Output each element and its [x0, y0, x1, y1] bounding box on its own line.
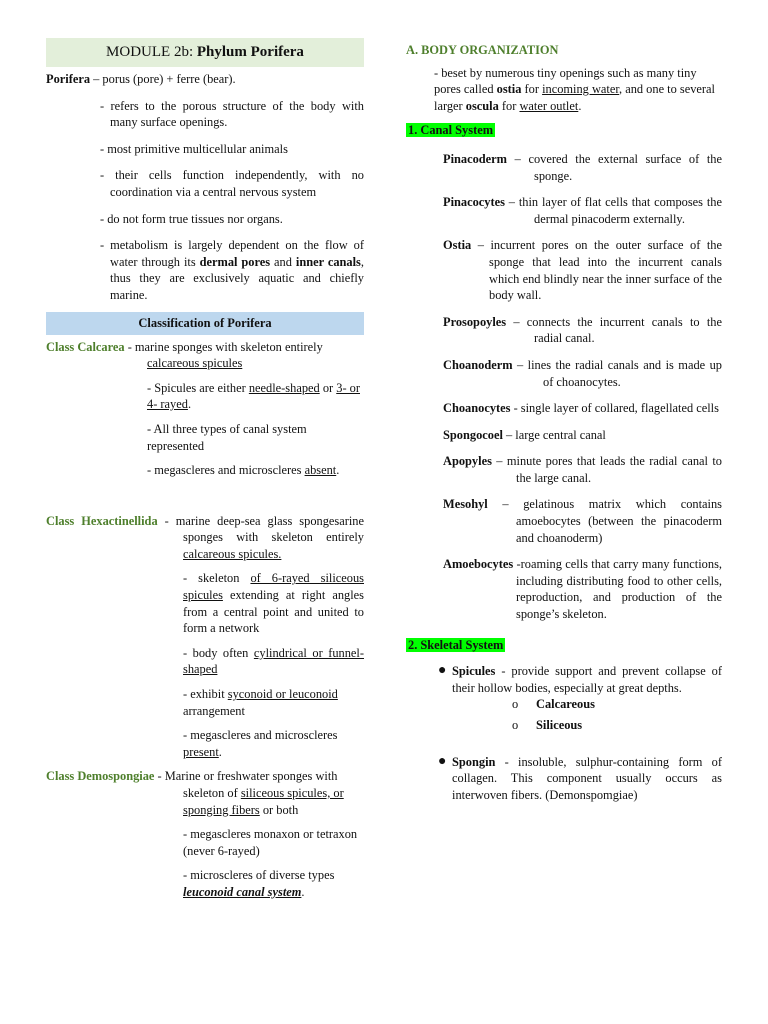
- calcarea-p3-pre: - megascleres and microscleres: [147, 463, 305, 478]
- canal-system-terms: [443, 151, 722, 623]
- demospongiae-desc-pre: - Marine or freshwater sponges with skeleton of: [154, 769, 338, 800]
- hexactinellida-point-2: [183, 645, 364, 678]
- hexactinellida-p2-underline: cylindrical or funnel-shaped: [183, 645, 364, 677]
- canal-term-spongocoel: [443, 427, 722, 444]
- class-calcarea: [46, 339, 364, 479]
- calcarea-p3-absent: absent: [304, 463, 337, 478]
- circle-bullet-icon: o: [512, 697, 519, 712]
- calcarea-p1-mid: or: [319, 380, 337, 395]
- right-column: [406, 42, 722, 803]
- calcarea-point-1: [147, 380, 364, 413]
- canal-term-definition: – large central canal: [502, 427, 606, 442]
- intro-point-3: - their cells function independently, with no coordination via a central nervous system: [100, 168, 364, 199]
- metabolism-mid: and: [270, 254, 296, 269]
- canal-term-name: Ostia: [443, 238, 472, 253]
- canal-term-name: Amoebocytes: [443, 557, 514, 572]
- hexactinellida-p3-post: arrangement: [183, 703, 245, 718]
- canal-term-definition: – covered the external surface of the sponge.: [507, 151, 722, 183]
- metabolism-dermal-pores: dermal pores: [199, 254, 271, 269]
- canal-term-name: Pinacocytes: [443, 195, 505, 210]
- intro-point-metabolism: [46, 237, 364, 303]
- sub-item-siliceous: [512, 717, 722, 734]
- canal-term-definition: – lines the radial canals and is made up of choanocytes.: [512, 357, 722, 389]
- hexactinellida-p3-underline: syconoid or leuconoid: [227, 687, 338, 702]
- canal-term-name: Mesohyl: [443, 497, 488, 512]
- canal-term-definition: – connects the incurrent canals to the radial canal.: [506, 314, 722, 346]
- hexactinellida-point-1: [183, 570, 364, 636]
- demospongiae-desc-post: or both: [259, 802, 299, 817]
- left-column: [46, 38, 364, 901]
- porifera-etymology: – porus (pore) + ferre (bear).: [90, 72, 236, 86]
- calcarea-p1-pre: - Spicules are either: [147, 380, 249, 395]
- spicules-item: [438, 663, 722, 696]
- demospongiae-point-3: [183, 884, 364, 901]
- canal-term-name: Pinacoderm: [443, 151, 508, 166]
- hexactinellida-p4-post: .: [218, 744, 222, 759]
- demospongiae-name: Class Demospongiae: [46, 769, 155, 784]
- canal-term-definition: – thin layer of flat cells that composes the dermal pinacoderm externally.: [504, 195, 722, 226]
- spicules-term: Spicules: [452, 664, 496, 679]
- demospongiae-leuconoid: leuconoid canal system: [183, 884, 302, 899]
- calcarea-desc: [46, 339, 364, 372]
- demospongiae-desc-underline: siliceous spicules, or sponging fibers: [183, 786, 344, 817]
- bullet-icon: ●: [438, 663, 447, 679]
- hexactinellida-desc-underline: calcareous spicules.: [183, 546, 282, 561]
- demospongiae-point-1: - megascleres monaxon or tetraxon (never 6-rayed): [183, 827, 358, 858]
- body-org-oscula: oscula: [465, 98, 499, 113]
- body-org-water-outlet: water outlet: [519, 98, 579, 113]
- hexactinellida-p1-post: extending at right angles from a central point and united to form a network: [183, 588, 364, 636]
- body-org-post: .: [578, 98, 582, 113]
- demospongiae-p3-post: .: [301, 884, 305, 899]
- spongin-term: Spongin: [452, 754, 496, 769]
- metabolism-pre: - metabolism is largely dependent on the flow of water through its: [100, 238, 364, 269]
- hexactinellida-p3-pre: - exhibit: [183, 687, 228, 702]
- canal-term-name: Spongocoel: [443, 427, 503, 442]
- canal-system-heading: 1. Canal System: [408, 123, 494, 138]
- body-org-mid3: for: [498, 98, 520, 113]
- calcarea-name: Class Calcarea: [46, 339, 125, 354]
- canal-term-name: Prosopoyles: [443, 314, 507, 329]
- canal-term-name: Choanocytes: [443, 401, 511, 416]
- canal-term-ostia: [443, 237, 722, 303]
- hexactinellida-point-4: [183, 727, 364, 760]
- title-prefix: MODULE 2b:: [106, 44, 197, 60]
- hexactinellida-name: Class Hexactinellida: [46, 513, 158, 528]
- sub-item-label: Siliceous: [536, 718, 583, 732]
- page-title: [46, 38, 364, 67]
- title-bold: Phylum Porifera: [196, 44, 304, 60]
- body-organization-desc: [406, 65, 722, 115]
- calcarea-point-2: - All three types of canal system represented: [147, 421, 307, 453]
- canal-term-apopyles: [443, 453, 722, 486]
- body-org-mid2: , and one to several larger: [434, 82, 715, 113]
- hexactinellida-p1-underline: of 6-rayed siliceous spicules: [183, 571, 364, 603]
- canal-term-pinacoderm: [443, 151, 722, 184]
- spicules-def: - provide support and prevent collapse of their hollow bodies, especially at great depths.: [452, 664, 722, 695]
- skeletal-system-heading: 2. Skeletal System: [408, 637, 504, 652]
- calcarea-p1-rayed: 3- or 4- rayed: [147, 380, 360, 412]
- canal-term-definition: – gelatinous matrix which contains amoebocytes (between the pinacoderm and choanoderm): [487, 497, 722, 545]
- hexactinellida-p1-pre: - skeleton: [183, 571, 251, 586]
- calcarea-desc-underline: calcareous spicules: [147, 356, 243, 371]
- intro-point-1: - refers to the porous structure of the body with many surface openings.: [100, 98, 364, 130]
- metabolism-inner-canals: inner canals: [295, 254, 361, 269]
- body-organization-heading: A. BODY ORGANIZATION: [406, 43, 559, 57]
- demospongiae-point-2: - microscleres of diverse types: [183, 868, 335, 883]
- demospongiae-desc: [46, 768, 364, 818]
- porifera-term: Porifera: [46, 72, 91, 86]
- canal-term-definition: - single layer of collared, flagellated cells: [510, 401, 719, 416]
- class-hexactinellida: [46, 513, 364, 761]
- hexactinellida-p4-pre: - megascleres and microscleres: [183, 728, 338, 743]
- calcarea-p3-post: .: [336, 463, 340, 478]
- metabolism-post: , thus they are exclusively aquatic and chiefly marine.: [110, 254, 364, 302]
- spongin-text: [452, 754, 722, 804]
- sub-item-calcareous: [512, 696, 722, 713]
- hexactinellida-p2-pre: - body often: [183, 645, 254, 660]
- calcarea-point-3: [147, 462, 364, 479]
- bullet-icon: ●: [438, 753, 447, 769]
- spongin-item: [438, 754, 722, 804]
- intro-point-2: - most primitive multicellular animals: [100, 141, 288, 156]
- body-org-incoming-water: incoming water: [542, 82, 619, 97]
- canal-term-name: Apopyles: [443, 454, 492, 469]
- spicules-text: [452, 663, 722, 696]
- canal-term-pinacocytes: [443, 194, 722, 227]
- calcarea-p1-needle: needle-shaped: [248, 380, 320, 395]
- body-org-mid1: for: [521, 82, 543, 97]
- skeletal-system-list: [438, 663, 722, 803]
- calcarea-p1-post: .: [187, 397, 192, 412]
- intro-point-4: - do not form true tissues nor organs.: [100, 211, 283, 226]
- canal-term-definition: – minute pores that leads the radial canal to the large canal.: [491, 454, 722, 485]
- porifera-definition: [46, 71, 364, 88]
- hexactinellida-desc: [46, 513, 364, 563]
- canal-term-amoebocytes: [443, 556, 722, 622]
- hexactinellida-point-3: [183, 686, 364, 719]
- canal-term-mesohyl: [443, 496, 722, 546]
- body-org-ostia: ostia: [496, 82, 522, 97]
- circle-bullet-icon: o: [512, 718, 519, 732]
- canal-term-prosopoyles: [443, 314, 722, 347]
- hexactinellida-p4-present: present: [183, 744, 219, 759]
- canal-term-definition: – incurrent pores on the outer surface of the sponge that lead into the incurrent canals which end blindly near the inner surface of the body wall.: [471, 238, 722, 303]
- canal-term-name: Choanoderm: [443, 357, 513, 372]
- spongin-def: - insoluble, sulphur-containing form of collagen. This component usually occurs as interwoven fibers. (Demonspomgiae): [452, 754, 722, 802]
- class-demospongiae: [46, 768, 364, 900]
- sub-item-label: Calcareous: [536, 697, 595, 712]
- canal-term-choanoderm: [443, 357, 722, 390]
- body-org-desc-pre: - beset by numerous tiny openings such as many tiny pores called: [434, 65, 697, 97]
- canal-term-definition: -roaming cells that carry many functions, including distributing food to other cells, reproduction, and production of the sponge’s skeleton.: [513, 557, 722, 622]
- calcarea-desc-pre: - marine sponges with skeleton entirely: [124, 339, 323, 354]
- hexactinellida-desc-pre: - marine deep-sea glass spongesarine sponges with skeleton entirely: [157, 513, 364, 545]
- canal-term-choanocytes: [443, 400, 722, 417]
- classification-heading: Classification of Porifera: [46, 312, 364, 335]
